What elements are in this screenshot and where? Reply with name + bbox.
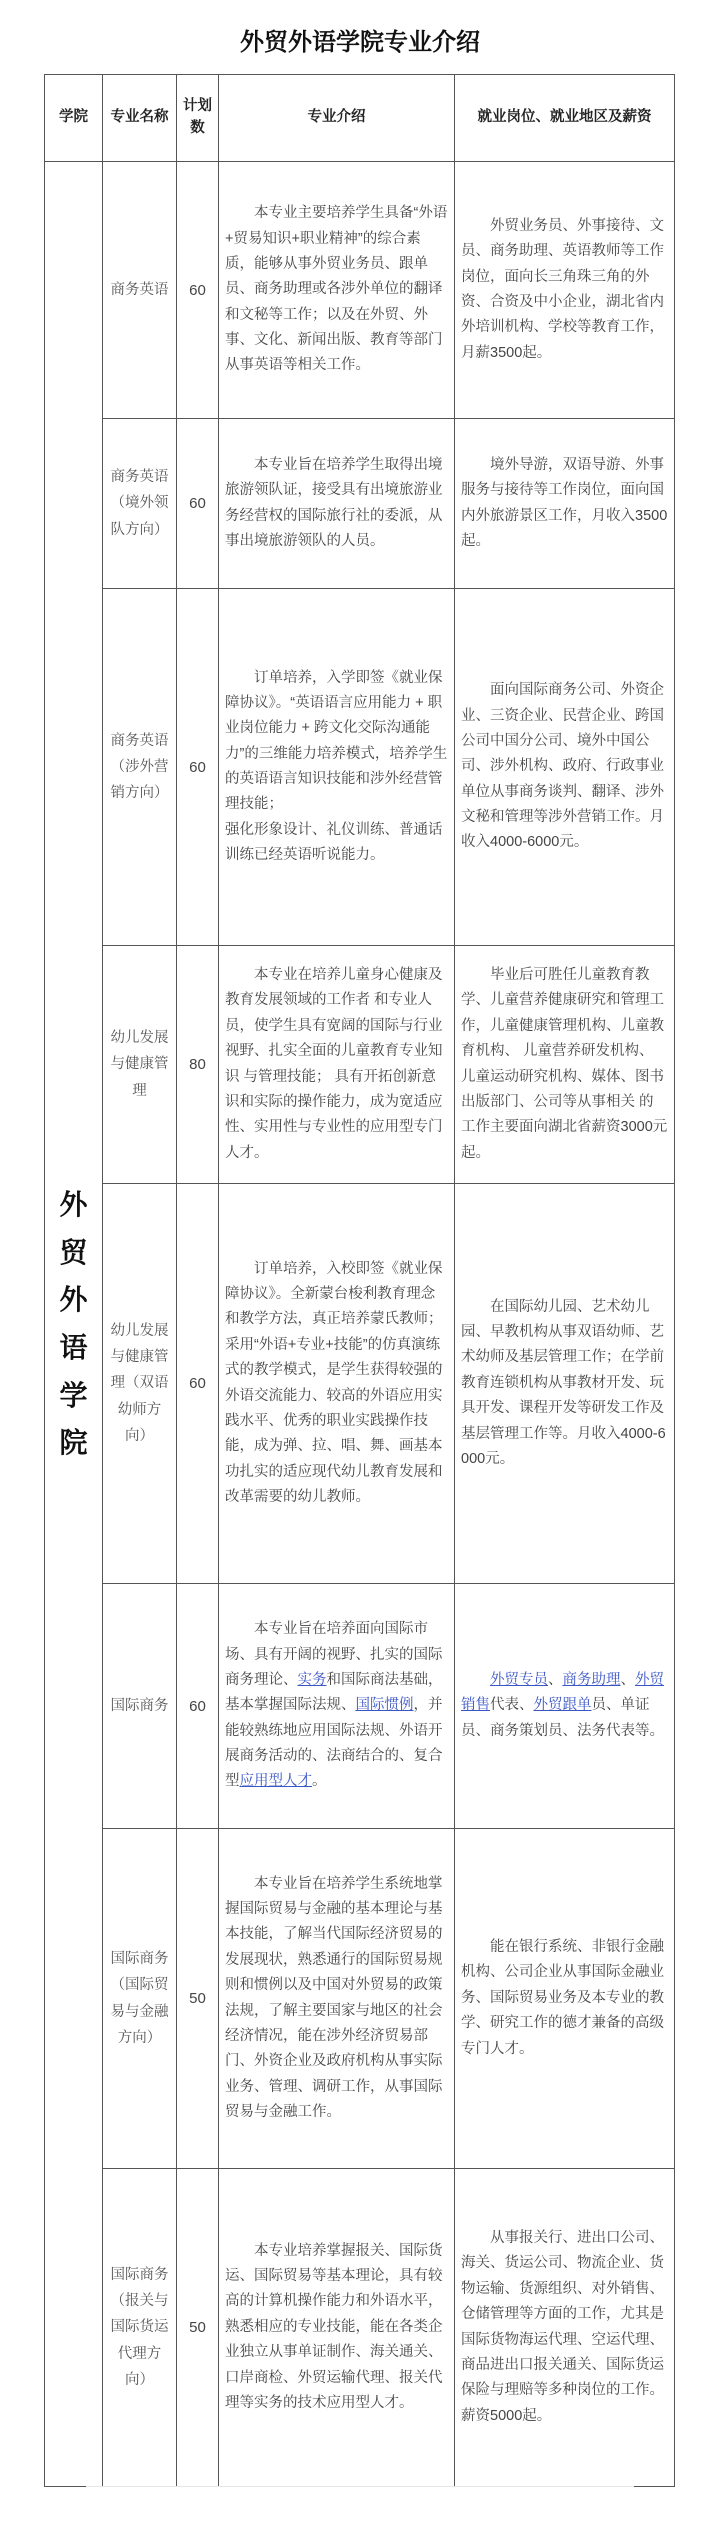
table-row: [45, 419, 675, 589]
major-intro: [219, 946, 455, 1184]
intro-text: 本专业旨在培养学生取得出境旅游领队证，接受具有出境旅游业务经营权的国际旅行社的委派，从事出境旅游领队的人员。: [225, 456, 443, 549]
quota-value: 60: [177, 419, 219, 589]
jobs-text: [461, 1668, 668, 1744]
major-name: 商务英语（境外领队方向）: [103, 419, 177, 589]
quota-value: 60: [177, 162, 219, 419]
major-intro: [219, 589, 455, 946]
intro-text-part: 和国际商法基础，基本掌握国际法规、: [225, 1671, 443, 1714]
intro-text: 本专业培养掌握报关、国际货运、国际贸易等基本理论，具有较高的计算机操作能力和外语水平，熟悉相应的专业技能，能在各类企业独立从事单证制作、海关通关、口岸商检、外贸运输代理、报关代理等实务的技术应用型人才。: [225, 2242, 443, 2411]
major-intro: [219, 419, 455, 589]
college-name-char: 院: [59, 1427, 88, 1459]
job-info: [455, 419, 675, 589]
job-info: [455, 2169, 675, 2487]
link-trade-sales[interactable]: 外贸销售: [461, 1671, 664, 1714]
intro-text-part: 本专业旨在培养面向国际市场、具有开阔的视野、扎实的国际商务理论、: [225, 1621, 443, 1688]
major-name: 幼儿发展与健康管理: [103, 946, 177, 1184]
quota-value: 60: [177, 1584, 219, 1829]
header-college: 学院: [45, 75, 103, 162]
major-intro: [219, 1184, 455, 1584]
intro-text-part: ，并能较熟练地应用国际法规、外语开展商务活动的、法商结合的、复合型: [225, 1697, 443, 1790]
bottom-divider: [86, 2486, 634, 2487]
jobs-text-part: 、: [548, 1671, 563, 1688]
college-name-char: 语: [59, 1332, 88, 1363]
header-intro: 专业介绍: [219, 75, 455, 162]
table-row: [45, 1184, 675, 1584]
quota-value: 50: [177, 2169, 219, 2487]
header-quota: 计划数: [177, 75, 219, 162]
major-name: 商务英语（涉外营销方向）: [103, 589, 177, 946]
college-name-char: 外: [59, 1284, 88, 1316]
college-name: [45, 162, 103, 2487]
table-row: [45, 1584, 675, 1829]
table-row: [45, 162, 675, 419]
jobs-text: 能在银行系统、非银行金融机构、公司企业从事国际金融业务、国际贸易业务及本专业的教学、研究工作的德才兼备的高级专门人才。: [461, 1939, 664, 2057]
job-info: [455, 946, 675, 1184]
intro-text: 本专业旨在培养学生系统地掌握国际贸易与金融的基本理论与基本技能，了解当代国际经济贸易的发展现状，熟悉通行的国际贸易规则和惯例以及中国对外贸易的政策法规，了解主要国家与地区的社会经济情况，能在涉外经济贸易部门、外资企业及政府机构从事实际业务、管理、调研工作，从事国际贸易与金融工作。: [225, 1875, 443, 2120]
job-info: [455, 1829, 675, 2169]
major-intro: [219, 1584, 455, 1829]
page-title: 外贸外语学院专业介绍: [240, 29, 480, 56]
jobs-text-part: 员、单证员、商务策划员、法务代表等。: [461, 1697, 664, 1739]
intro-text: 强化形象设计、礼仪训练、普通话训练已经英语听说能力。: [225, 821, 443, 864]
jobs-text-part: 、: [620, 1671, 635, 1688]
table-row: [45, 589, 675, 946]
quota-value: 50: [177, 1829, 219, 2169]
header-row: [45, 75, 675, 162]
major-name: 商务英语: [103, 162, 177, 419]
quota-value: 80: [177, 946, 219, 1184]
table-row: [45, 1829, 675, 2169]
link-business-assistant[interactable]: 商务助理: [562, 1671, 621, 1688]
quota-value: 60: [177, 589, 219, 946]
job-info: [455, 162, 675, 419]
jobs-text-part: 代表、: [490, 1697, 534, 1714]
link-trade-merchandiser[interactable]: 外贸跟单: [533, 1697, 592, 1714]
major-name: 国际商务: [103, 1584, 177, 1829]
intro-text: [225, 1617, 448, 1795]
jobs-text: 毕业后可胜任儿童教育教 学、儿童营养健康研究和管理工作，儿童健康管理机构、儿童教育机构、 儿童营养研发机构、儿童运动研究机构、媒体、图书出版部门、公司等从事相关 的工作主要面向湖北省薪资3000元起。: [461, 967, 668, 1161]
jobs-text: 境外导游，双语导游、外事服务与接待等工作岗位，面向国内外旅游景区工作，月收入3500起。: [461, 456, 668, 549]
jobs-text: 从事报关行、进出口公司、海关、货运公司、物流企业、货物运输、货源组织、对外销售、仓储管理等方面的工作，尤其是国际货物海运代理、空运代理、商品进出口报关通关、国际货运保险与理赔等多种岗位的工作。薪资5000起。: [461, 2230, 664, 2424]
header-major: 专业名称: [103, 75, 177, 162]
intro-text: 本专业在培养儿童身心健康及教育发展领域的工作者 和专业人员，使学生具有宽阔的国际与行业视野、扎实全面的儿童教育专业知识 与管理技能； 具有开拓创新意识和实际的操作能力，成为宽适应性、实用性与专业性的应用型专门人才。: [225, 967, 443, 1161]
quota-value: 60: [177, 1184, 219, 1584]
major-name: 国际商务（报关与国际货运代理方向）: [103, 2169, 177, 2487]
intro-text: 订单培养，入校即签《就业保障协议》。全新蒙台梭利教育理念和教学方法，真正培养蒙氏教师；采用“外语+专业+技能”的仿真演练式的教学模式，是学生获得较强的外语交流能力、较高的外语应用实践水平、优秀的职业实践操作技能，成为弹、拉、唱、舞、画基本功扎实的适应现代幼儿教育发展和改革需要的幼儿教师。: [225, 1260, 443, 1505]
major-intro: [219, 1829, 455, 2169]
link-practice[interactable]: 实务: [297, 1671, 327, 1688]
major-intro: [219, 2169, 455, 2487]
major-intro: [219, 162, 455, 419]
intro-text: 本专业主要培养学生具备“外语+贸易知识+职业精神”的综合素质，能够从事外贸业务员、跟单员、商务助理或各涉外单位的翻译和文秘等工作；以及在外贸、外事、文化、新闻出版、教育等部门从事英语等相关工作。: [225, 205, 448, 374]
major-table: [44, 74, 675, 2487]
jobs-text: 面向国际商务公司、外资企业、三资企业、民营企业、跨国公司中国分公司、境外中国公司、涉外机构、政府、行政事业单位从事商务谈判、翻译、涉外文秘和管理等涉外营销工作。月收入4000-6000元。: [461, 682, 664, 851]
link-trade-specialist[interactable]: 外贸专员: [490, 1671, 548, 1688]
college-name-char: 学: [59, 1379, 88, 1411]
job-info: [455, 589, 675, 946]
table-row: [45, 2169, 675, 2487]
college-name-char: 贸: [59, 1236, 88, 1268]
intro-text-part: 。: [312, 1773, 327, 1790]
college-name-text: [49, 1181, 98, 1467]
major-name: 国际商务（国际贸易与金融方向）: [103, 1829, 177, 2169]
table-row: [45, 946, 675, 1184]
jobs-text: 在国际幼儿园、艺术幼儿园、早教机构从事双语幼师、艺术幼师及基层管理工作；在学前教育连锁机构从事教材开发、玩具开发、课程开发等研发工作及基层管理工作等。月收入4000-6000元。: [461, 1298, 666, 1467]
jobs-text: 外贸业务员、外事接待、文员、商务助理、英语教师等工作岗位，面向长三角珠三角的外资、合资及中小企业，湖北省内外培训机构、学校等教育工作，月薪3500起。: [461, 217, 664, 361]
job-info: [455, 1184, 675, 1584]
link-applied-talent[interactable]: 应用型人才: [239, 1773, 312, 1790]
header-jobs: 就业岗位、就业地区及薪资: [455, 75, 675, 162]
intro-text: 订单培养，入学即签《就业保障协议》。“英语语言应用能力 + 职业岗位能力 + 跨文化交际沟通能力”的三维能力培养模式，培养学生的英语语言知识技能和涉外经营管理技能；: [225, 669, 448, 813]
link-international-practice[interactable]: 国际惯例: [355, 1697, 414, 1714]
college-name-char: 外: [59, 1189, 88, 1221]
job-info: [455, 1584, 675, 1829]
major-name: 幼儿发展与健康管理（双语幼师方向）: [103, 1184, 177, 1584]
